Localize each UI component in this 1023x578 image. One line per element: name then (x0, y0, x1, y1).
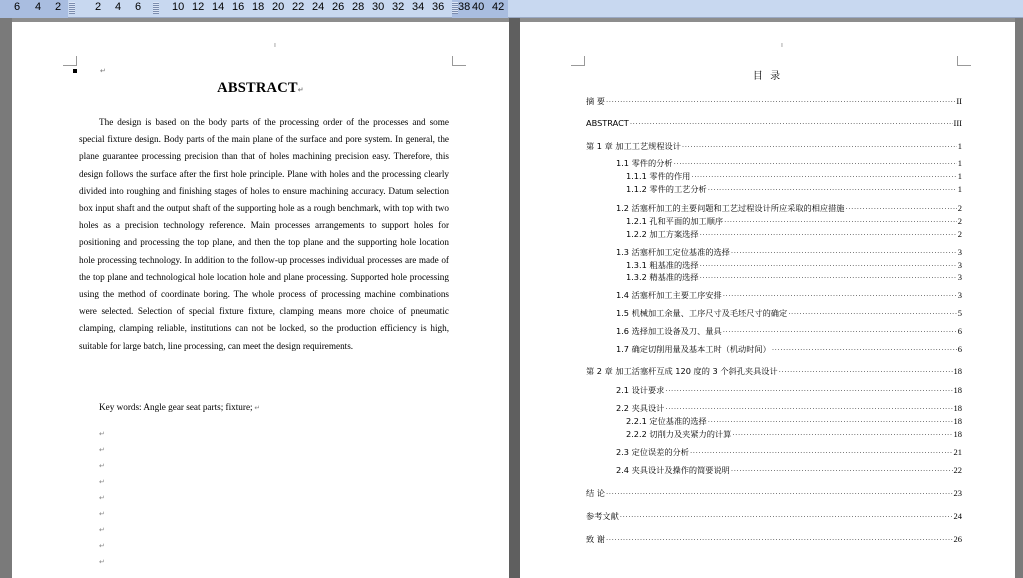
toc-entry[interactable]: 1.3.1 粗基准的选择 ····· 3 (626, 260, 962, 271)
ruler-number: 32 (392, 1, 405, 13)
abstract-body: The design is based on the body parts of the processing order of the processes and some special fixture design. Body parts of the main plane of the surface and pore system. In general, the plane guarantee processing precision than that of holes machining precision easy. Therefore, this design follows the surface after the first hole principle. Plane with holes and the processing clearly divided into roughing and finishing stages of holes to ensure machining accuracy. Datum selection box input shaft and the output shaft of the supporting hole as a rough benchmark, with top with two holes as a precision technology reference. Main processes arrangements to support holes for positioning and processing the top plane, and then the top plane and the supporting hole location hole processing technology. In addition to the follow-up processes individual processes are made of the top plane and technological hole location hole and plane processing. Supported hole processing using the method of coordinate boring. The whole process of processing machine combinations were selected. Selection of special fixture fixture, clamping means more choice of pneumatic clamping, clamping reliable, institutions can not be locked, so the production efficiency is high, suitable for large batch, line processing, can meet the design requirements. (79, 117, 449, 351)
toc-entry[interactable]: 1.6 选择加工设备及刀、量具 ····· 6 (616, 326, 962, 337)
ruler-number: 22 (292, 1, 305, 13)
paragraph-bullet (73, 69, 77, 73)
toc-entry[interactable]: 2.3 定位误差的分析 ····· 21 (616, 447, 962, 458)
toc-entry[interactable]: 2.4 夹具设计及操作的简要说明 ····· 22 (616, 465, 962, 476)
ruler-indent-marker[interactable] (69, 2, 75, 14)
toc-entry[interactable]: 1.2.1 孔和平面的加工顺序 ····· 2 (626, 216, 962, 227)
ruler-number: 4 (115, 1, 122, 13)
right-gutter (1015, 18, 1023, 578)
ruler-number: 6 (135, 1, 142, 13)
toc-entry[interactable]: 2.1 设计要求 ····· 18 (616, 385, 962, 396)
margin-corner-mark (452, 56, 466, 66)
ruler-number: 34 (412, 1, 425, 13)
empty-paragraph-marks: ↵ ↵ ↵ ↵ ↵ ↵ ↵ ↵ ↵ (99, 431, 105, 566)
ruler-number: 36 (432, 1, 445, 13)
toc-entry[interactable]: 1.2.2 加工方案选择 ····· 2 (626, 229, 962, 240)
toc-entry[interactable]: 第 1 章 加工工艺规程设计 ····· 1 (586, 141, 962, 152)
toc-entry[interactable]: 结 论 ····· 23 (586, 488, 962, 499)
ruler-number: 18 (252, 1, 265, 13)
margin-corner-mark (571, 56, 585, 66)
toc-entry[interactable]: ABSTRACT ····· III (586, 118, 962, 129)
ruler-number: 26 (332, 1, 345, 13)
toc-entry[interactable]: 摘 要 ····· II (586, 96, 962, 107)
ruler-number: 20 (272, 1, 285, 13)
paragraph-mark: ı (274, 42, 276, 49)
ruler-number: 10 (172, 1, 185, 13)
toc-entry[interactable]: 第 2 章 加工活塞杆互成 120 度的 3 个斜孔夹具设计 ····· 18 (586, 366, 962, 377)
ruler-number: 16 (232, 1, 245, 13)
document-page-abstract[interactable] (12, 22, 509, 578)
left-gutter (0, 18, 12, 578)
toc-entry[interactable]: 1.3 活塞杆加工定位基准的选择 ····· 3 (616, 247, 962, 258)
paragraph-mark: ı (781, 42, 783, 49)
ruler-tab-marker[interactable] (153, 2, 159, 14)
toc-entry[interactable]: 1.3.2 精基准的选择 ····· 3 (626, 272, 962, 283)
toc-entry[interactable]: 2.2 夹具设计 ····· 18 (616, 403, 962, 414)
ruler-number: 40 (472, 1, 485, 13)
ruler-number: 28 (352, 1, 365, 13)
toc-entry[interactable]: 1.4 活塞杆加工主要工序安排 ····· 3 (616, 290, 962, 301)
ruler-number: 30 (372, 1, 385, 13)
center-gutter (509, 18, 520, 578)
toc-entry[interactable]: 1.1 零件的分析 ····· 1 (616, 158, 962, 169)
ruler-number: 38 (458, 1, 471, 13)
document-page-toc[interactable] (520, 22, 1015, 578)
margin-corner-mark (957, 56, 971, 66)
toc-entry[interactable]: 2.2.1 定位基准的选择 ····· 18 (626, 416, 962, 427)
margin-corner-mark (63, 56, 77, 66)
ruler-number: 2 (55, 1, 62, 13)
ruler-number: 12 (192, 1, 205, 13)
toc-entry[interactable]: 1.1.1 零件的作用 ····· 1 (626, 171, 962, 182)
toc-entry[interactable]: 1.1.2 零件的工艺分析 ····· 1 (626, 184, 962, 195)
toc-entry[interactable]: 致 谢 ····· 26 (586, 534, 962, 545)
ruler-number: 6 (14, 1, 21, 13)
toc-entry[interactable]: 2.2.2 切削力及夹紧力的计算 ····· 18 (626, 429, 962, 440)
ruler-number: 24 (312, 1, 325, 13)
ruler-number: 42 (492, 1, 505, 13)
toc-entry[interactable]: 1.7 确定切削用量及基本工时（机动时间） ····· 6 (616, 344, 962, 355)
paragraph-mark: ↵ (100, 68, 106, 75)
toc-entry[interactable]: 1.2 活塞杆加工的主要问题和工艺过程设计所应采取的相应措施 ····· 2 (616, 203, 962, 214)
ruler-number: 4 (35, 1, 42, 13)
horizontal-ruler[interactable] (0, 0, 1023, 18)
toc-entry[interactable]: 1.5 机械加工余量、工序尺寸及毛坯尺寸的确定 ····· 5 (616, 308, 962, 319)
abstract-title: ABSTRACT↵ (217, 80, 304, 96)
abstract-keywords: Key words: Angle gear seat parts; fixture; ↵ (99, 402, 261, 412)
toc-entry[interactable]: 参考文献 ····· 24 (586, 511, 962, 522)
ruler-number: 2 (95, 1, 102, 13)
toc-title: 目 录 (752, 71, 783, 82)
ruler-number: 14 (212, 1, 225, 13)
